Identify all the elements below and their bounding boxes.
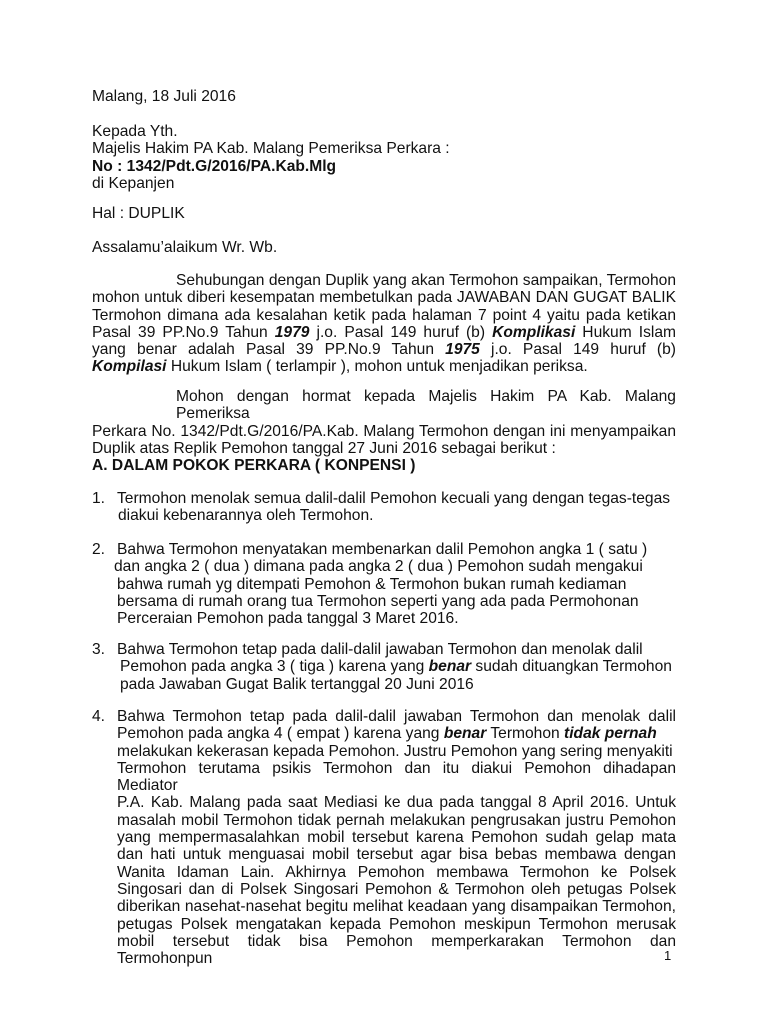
addressee-line-2: Majelis Hakim PA Kab. Malang Pemeriksa Perkara : <box>92 140 450 158</box>
location-line: di Kepanjen <box>92 174 175 192</box>
section-title: A. DALAM POKOK PERKARA ( KONPENSI ) <box>92 457 416 474</box>
item-number: 1. <box>92 490 106 507</box>
greeting: Assalamu’alaikum Wr. Wb. <box>92 239 278 256</box>
paragraph-correction: Sehubungan dengan Duplik yang akan Termohon sampaikan, Termohon mohon untuk diberi kesempatan membetulkan pada JAWABAN DAN GUGAT BALIK Termohon dimana ada kesalahan ketik pada halaman 7 point 4 yaitu pada ketikan Pasal 39 PP.No.9 Tahun 1979 j.o. Pasal 149 huruf (b) Komplikasi Hukum Islam yang benar adalah Pasal 39 PP.No.9 Tahun 1975 j.o. Pasal 149 huruf (b) Kompilasi Hukum Islam ( terlampir ), mohon untuk menjadikan periksa. <box>92 272 676 376</box>
addressee-block <box>92 123 676 192</box>
item-number: 2. <box>92 541 106 558</box>
addressee-line-1: Kepada Yth. <box>92 123 178 140</box>
page-number: 1 <box>664 948 672 963</box>
case-number: No : 1342/Pdt.G/2016/PA.Kab.Mlg <box>92 157 337 175</box>
subject-line: Hal : DUPLIK <box>92 205 185 222</box>
place-date: Malang, 18 Juli 2016 <box>92 88 236 105</box>
item-number: 3. <box>92 641 106 658</box>
paragraph-intro: Mohon dengan hormat kepada Majelis Hakim PA Kab. Malang Pemeriksa Perkara No. 1342/Pdt.G/2016/PA.Kab. Malang Termohon dengan ini menyampaikan Duplik atas Replik Pemohon tanggal 27 Juni 2016 sebagai berikut : <box>92 388 676 457</box>
document-page: Malang, 18 Juli 2016 Kepada Yth. Majelis Hakim PA Kab. Malang Pemeriksa Perkara : No : 1342/Pdt.G/2016/PA.Kab.Mlg di Kepanjen Hal : DUPLIK Assalamu’alaikum Wr. Wb. Sehubungan dengan Duplik yang akan Termohon sampaikan, Termohon mohon untuk diberi kesempatan membetulkan pada JAWABAN DAN GUGAT BALIK Termohon dimana ada kesalahan ketik pada halaman 7 point 4 yaitu pada ketikan Pasal 39 PP.No.9 Tahun 1979 j.o. Pasal 149 huruf (b) Komplikasi Hukum Islam yang benar adalah Pasal 39 PP.No.9 Tahun 1975 j.o. Pasal 149 huruf (b) Kompilasi Hukum Islam ( terlampir ), mohon untuk menjadikan periksa. Mohon dengan hormat kepada Majelis Hakim PA Kab. Malang Pemeriksa Perkara No. 1342/Pdt.G/2016/PA.Kab. Malang Termohon dengan ini menyampaikan Duplik atas Replik Pemohon tanggal 27 Juni 2016 sebagai berikut : A. DALAM POKOK PERKARA ( KONPENSI ) 1. Termohon menolak semua dalil-dalil Pemohon kecuali yang dengan tegas-tegas diakui kebenarannya oleh Termohon. 2. Bahwa Termohon menyatakan membenarkan dalil Pemohon angka 1 ( satu ) dan angka 2 ( dua ) dimana pada angka 2 ( dua ) Pemohon sudah mengakui bahwa rumah yg ditempati Pemohon & Termohon bukan rumah kediaman bersama di rumah orang tua Termohon seperti yang ada pada Permohonan Perceraian Pemohon pada tanggal 3 Maret 2016. 3. Bahwa Termohon tetap pada dalil-dalil jawaban Termohon dan menolak dalil Pemohon pada angka 3 ( tiga ) karena yang benar sudah dituangkan Termohon pada Jawaban Gugat Balik tertanggal 20 Juni 2016 4. Bahwa Termohon tetap pada dalil-dalil jawaban Termohon dan menolak dalil Pemohon pada angka 4 ( empat ) karena yang benar Termohon tidak pernah melakukan kekerasan kepada Pemohon. Justru Pemohon yang sering menyakiti Termohon terutama psikis Termohon dan itu diakui Pemohon dihadapan Mediator P.A. Kab. Malang pada saat Mediasi ke dua pada tanggal 8 April 2016. Untuk masalah mobil Termohon tidak pernah melakukan pengrusakan justru Pemohon yang mempermasalahkan mobil tersebut karena Pemohon sudah gelap mata dan hati untuk menguasai mobil tersebut agar bisa bebas membawa dengan Wanita Idaman Lain. Akhirnya Pemohon membawa Termohon ke Polsek Singosari dan di Polsek Singosari Pemohon & Termohon oleh petugas Polsek diberikan nasehat-nasehat begitu melihat keadaan yang disampaikan Termohon, petugas Polsek mengatakan kepada Pemohon meskipun Termohon merusak mobil tersebut tidak bisa Pemohon memperkarakan Termohon dan Termohonpun 1 <box>92 88 676 968</box>
item-number: 4. <box>92 708 106 725</box>
